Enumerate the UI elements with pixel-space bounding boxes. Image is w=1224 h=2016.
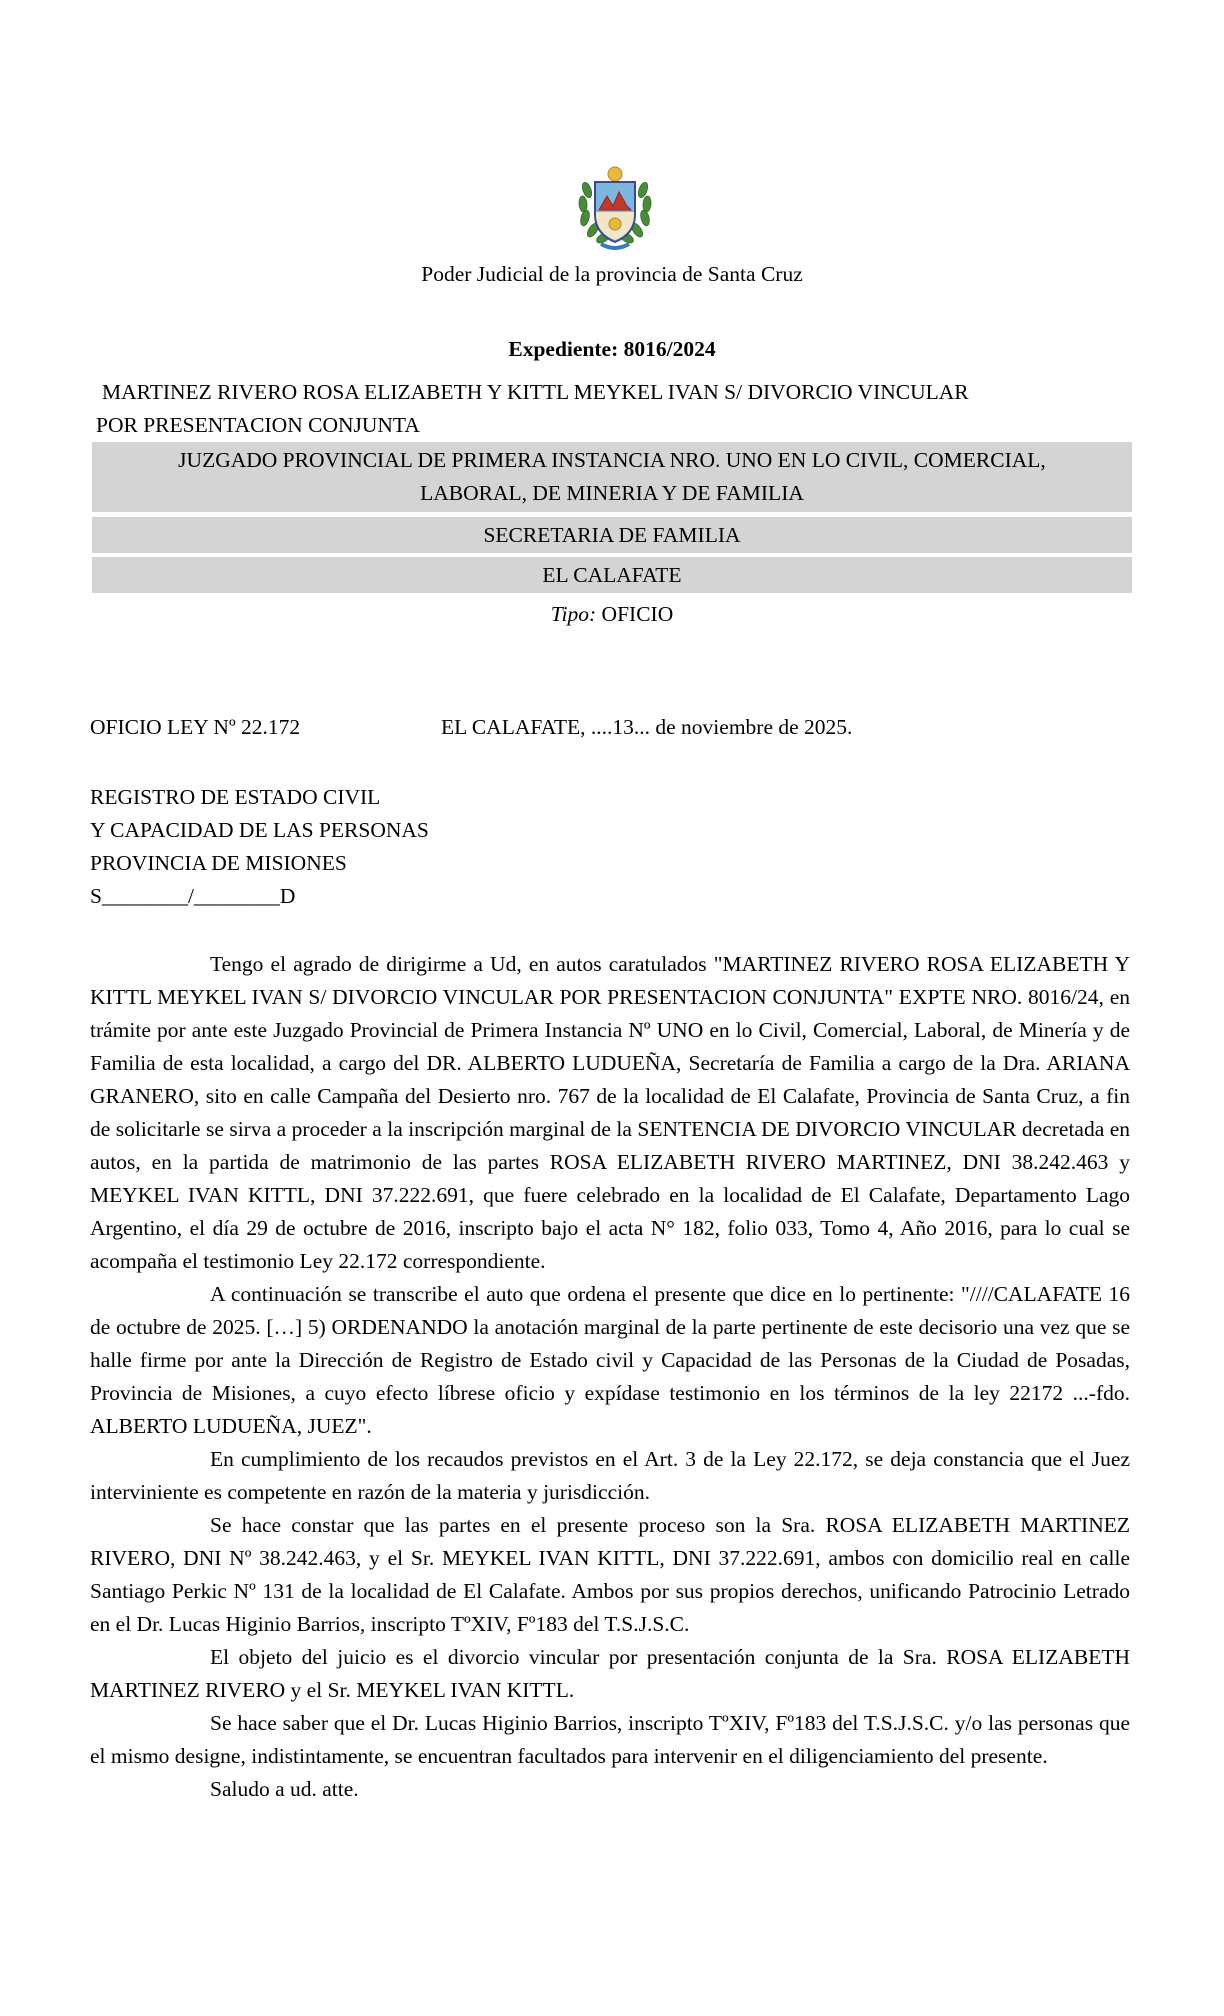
secretaria-band: SECRETARIA DE FAMILIA xyxy=(92,517,1132,553)
case-caption-line-2: POR PRESENTACION CONJUNTA xyxy=(96,413,420,437)
court-name-band xyxy=(92,442,1132,512)
provincial-coat-of-arms xyxy=(575,160,655,254)
case-caption-line-1: MARTINEZ RIVERO ROSA ELIZABETH Y KITTL MEYKEL IVAN S/ DIVORCIO VINCULAR xyxy=(102,380,969,404)
closing-salutation: Saludo a ud. atte. xyxy=(210,1777,359,1801)
localidad-band: EL CALAFATE xyxy=(92,557,1132,593)
court-name-line-1: JUZGADO PROVINCIAL DE PRIMERA INSTANCIA NRO. UNO EN LO CIVIL, COMERCIAL, xyxy=(178,448,1046,472)
document-type-value: OFICIO xyxy=(601,602,674,626)
court-name-line-2: LABORAL, DE MINERIA Y DE FAMILIA xyxy=(420,481,804,505)
body-paragraph: Se hace saber que el Dr. Lucas Higinio Barrios, inscripto TºXIV, Fº183 del T.S.J.S.C. y/o las personas que el mismo designe, indistintamente, se encuentran facultados para intervenir en el diligenciamiento del presente. xyxy=(90,1711,1130,1768)
letter-body xyxy=(90,948,1130,1806)
institution-name: Poder Judicial de la provincia de Santa Cruz xyxy=(421,262,803,286)
document-type xyxy=(0,602,1224,627)
document-type-label: Tipo: xyxy=(550,602,597,626)
addressee-line-4: S________/________D xyxy=(90,884,296,908)
addressee-block xyxy=(90,781,429,913)
body-paragraph: A continuación se transcribe el auto que ordena el presente que dice en lo pertinente: "////CALAFATE 16 de octubre de 2025. […] 5) ORDENANDO la anotación marginal de la parte pertinente de este decisorio una vez que se halle firme por ante la Dirección de Registro de Estado civil y Capacidad de las Personas de la Ciudad de Posadas, Provincia de Misiones, a cuyo efecto líbrese oficio y expídase testimonio en los términos de la ley 22172 ...-fdo. ALBERTO LUDUEÑA, JUEZ". xyxy=(90,1282,1130,1438)
case-caption xyxy=(96,376,1136,442)
expediente-number: Expediente: 8016/2024 xyxy=(508,337,716,361)
body-paragraph: Se hace constar que las partes en el presente proceso son la Sra. ROSA ELIZABETH MARTINEZ RIVERO, DNI Nº 38.242.463, y el Sr. MEYKEL IVAN KITTL, DNI 37.222.691, ambos con domicilio real en calle Santiago Perkic Nº 131 de la localidad de El Calafate. Ambos por sus propios derechos, unificando Patrocinio Letrado en el Dr. Lucas Higinio Barrios, inscripto TºXIV, Fº183 del T.S.J.S.C. xyxy=(90,1513,1130,1636)
addressee-line-1: REGISTRO DE ESTADO CIVIL xyxy=(90,785,381,809)
body-paragraph: Tengo el agrado de dirigirme a Ud, en autos caratulados "MARTINEZ RIVERO ROSA ELIZABETH Y KITTL MEYKEL IVAN S/ DIVORCIO VINCULAR POR PRESENTACION CONJUNTA" EXPTE NRO. 8016/24, en trámite por ante este Juzgado Provincial de Primera Instancia Nº UNO en lo Civil, Comercial, Laboral, de Minería y de Familia de esta localidad, a cargo del DR. ALBERTO LUDUEÑA, Secretaría de Familia a cargo de la Dra. ARIANA GRANERO, sito en calle Campaña del Desierto nro. 767 de la localidad de El Calafate, Provincia de Santa Cruz, a fin de solicitarle se sirva a proceder a la inscripción marginal de la SENTENCIA DE DIVORCIO VINCULAR decretada en autos, en la partida de matrimonio de las partes ROSA ELIZABETH RIVERO MARTINEZ, DNI 38.242.463 y MEYKEL IVAN KITTL, DNI 37.222.691, que fuere celebrado en la localidad de El Calafate, Departamento Lago Argentino, el día 29 de octubre de 2016, inscripto bajo el acta N° 182, folio 033, Tomo 4, Año 2016, para lo cual se acompaña el testimonio Ley 22.172 correspondiente. xyxy=(90,952,1130,1273)
addressee-line-3: PROVINCIA DE MISIONES xyxy=(90,851,347,875)
oficio-law-reference: OFICIO LEY Nº 22.172 xyxy=(90,715,301,739)
body-paragraph: En cumplimiento de los recaudos previstos en el Art. 3 de la Ley 22.172, se deja constancia que el Juez interviniente es competente en razón de la materia y jurisdicción. xyxy=(90,1447,1130,1504)
addressee-line-2: Y CAPACIDAD DE LAS PERSONAS xyxy=(90,818,429,842)
place-and-date: EL CALAFATE, ....13... de noviembre de 2025. xyxy=(441,715,853,739)
body-paragraph: El objeto del juicio es el divorcio vincular por presentación conjunta de la Sra. ROSA ELIZABETH MARTINEZ RIVERO y el Sr. MEYKEL IVAN KITTL. xyxy=(90,1645,1130,1702)
